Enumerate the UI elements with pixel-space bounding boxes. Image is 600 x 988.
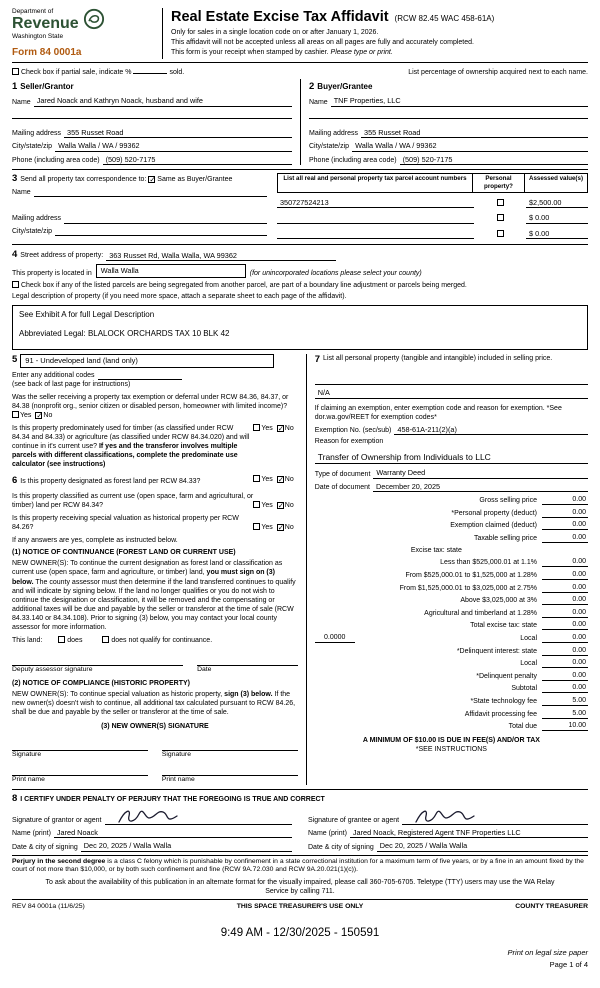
ownership-percentage-note: List percentage of ownership acquired next to each name. [408,68,588,76]
grantor-signature-label: Signature of grantor or agent [12,816,102,824]
dor-logo [12,8,156,42]
excise-tax-state-heading: Excise tax: state [410,546,462,554]
county-treasurer-label: COUNTY TREASURER [515,903,588,911]
personal-property-na-field[interactable]: N/A [315,388,588,398]
personal-property-list-field[interactable] [315,376,588,385]
personal-property-checkbox-3[interactable] [497,230,504,237]
delinquent-interest-local-row: Local 0.00 [520,659,586,668]
personal-property-deduct-row: *Personal property (deduct) 0.00 [451,508,586,517]
type-of-document-field[interactable]: Warranty Deed [373,468,588,478]
land-qualify-row: This land: does does not qualify for continuance. [12,637,213,645]
section-7-number: 7 [314,353,321,365]
header-left [12,8,162,59]
located-in-label: This property is located in [12,269,92,277]
tier-4-value[interactable]: 0.00 [542,595,588,605]
alternate-format-note: To ask about the availability of this publication in an alternate format for the visually impaired, please call 360-705-6705. Teletype (TTY) users may use the WA Relay Service by calling 711. [45,879,555,896]
forest-land-question: 6 Is this property designated as forest land per RCW 84.33? Yes ✓No [12,475,294,487]
exemption-note: If claiming an exemption, enter exemption code and reason for exemption. *See dor.wa.gov/REET for exemption codes* [314,404,562,421]
new-owner-printname-2-field[interactable] [162,767,298,776]
exemption-deferral-question: Was the seller receiving a property tax exemption or deferral under RCW 84.36, 84.37, or 84.38 (nonprofit org., senior citizen or disabled person, homeowner with limited income)? Yes ✓No [12,393,289,420]
buyer-phone-label: Phone (including area code) [309,156,397,164]
partial-sale-percent-field[interactable] [133,66,167,74]
seller-name-field[interactable]: Jared Noack and Kathryn Noack, husband and wife [34,96,292,106]
grantor-signature-block [12,808,292,852]
exemption-claimed-value[interactable]: 0.00 [542,520,588,530]
additional-codes-label: Enter any additional codes [12,371,95,379]
exemption-no-label: Exemption No. (sec/sub) [314,427,392,435]
form-title: Real Estate Excise Tax Affidavit [171,9,389,25]
land-use-code-field[interactable]: 91 - Undeveloped land (land only) [20,354,273,368]
header-right [162,8,588,59]
parcel-table-header [277,173,588,193]
timber-agriculture-question: Is this property predominately used for timber (as classified under RCW 84.34 and 84.33) or agriculture (as classified under RCW 84.34.020) and will continue in it's current use? If yes and the transferor involves multiple parcels with different classifications, complete the predominate use calculator (see instructions) Yes ✓No [12,424,294,469]
seller-mailing-field[interactable]: 355 Russet Road [64,128,292,138]
same-as-buyer-label: Same as Buyer/Grantee [157,176,233,184]
perjury-notice: Perjury in the second degree is a class C felony which is punishable by confinement in a state correctional institution for a maximum term of five years, or by a fine in an amount fixed by the court of not more than $10,000, or by both such confinement and fine (RCW 9A.72.030 and RCW 9A.20.021(1)(c)). [12,855,588,877]
grantee-date-label: Date & city of signing [308,843,374,851]
section-6-number: 6 [12,475,18,487]
notice-continuance-paragraph: NEW OWNER(S): To continue the current designation as forest land or classification as current use (open space, farm and agriculture, or timber) land, you must sign on (3) below. The county assessor must then determine if the land transferred continues to qualify and will indicate by signing below. If the land no longer qualifies or you do not wish to continue the designation or classification, it will be removed and the compensating or additional taxes will be due and payable by the seller or transferor at the time of sale (RCW 84.33.140 or 84.34.108). Prior to signing (3) below, you may contact your local county assessor for more information. [12,560,296,632]
assessed-value-column-header: Assessed value(s) [529,175,583,183]
agricultural-timberland-value[interactable]: 0.00 [542,608,588,618]
property-address-section [12,245,588,303]
form-rcw: (RCW 82.45 WAC 458-61A) [394,14,495,23]
delinquent-interest-state-row: *Delinquent interest: state 0.00 [456,646,586,655]
grantee-date-field[interactable]: Dec 20, 2025 / Walla Walla [377,841,588,851]
exemption-claimed-row: Exemption claimed (deduct) 0.00 [450,521,586,530]
form-footer-row [12,899,588,912]
buyer-name-2-field[interactable] [309,110,588,119]
buyer-grantee-block [300,79,588,165]
s6-currentuse-no-checkbox[interactable]: ✓ [277,500,285,510]
buyer-grantee-title: Buyer/Grantee [317,81,373,91]
seller-grantor-title: Seller/Grantor [20,81,74,91]
buyer-name-field[interactable]: TNF Properties, LLC [331,96,588,106]
subtotal-value[interactable]: 0.00 [542,683,588,693]
this-land-label: This land: [12,637,43,645]
s5-exemption-no-checkbox[interactable]: ✓ [36,410,43,420]
delinquent-interest-local-value[interactable]: 0.00 [542,658,588,668]
s6-forest-no-checkbox[interactable]: ✓ [277,475,285,485]
total-excise-state-value[interactable]: 0.00 [542,620,588,630]
partial-sale-checkbox[interactable] [12,68,19,75]
grantor-date-label: Date & city of signing [12,843,78,851]
street-address-field[interactable]: 363 Russet Rd, Walla Walla, WA 99362 [106,251,336,261]
seller-name-2-field[interactable] [12,110,292,119]
deputy-date-field[interactable] [197,657,298,666]
subtotal-row: Subtotal 0.00 [511,684,586,693]
delinquent-penalty-row: *Delinquent penalty 0.00 [476,671,586,680]
dept-of-label: Department of [12,8,54,15]
delinquent-penalty-value[interactable]: 0.00 [542,671,588,681]
buyer-phone-field[interactable]: (509) 520-7175 [400,155,588,165]
minimum-due-note: A MINIMUM OF $10.00 IS DUE IN FEE(S) AND/OR TAX [362,737,540,745]
s5-timber-yes-checkbox[interactable] [253,424,260,431]
notice-compliance-heading: (2) NOTICE OF COMPLIANCE (HISTORIC PROPERTY) [12,680,190,688]
s6-historic-no-checkbox[interactable]: ✓ [277,523,285,533]
land-does-checkbox[interactable] [58,636,65,643]
seller-city-field[interactable]: Walla Walla / WA / 99362 [55,141,292,151]
correspondence-city-field[interactable] [55,227,267,236]
personal-property-intro: List all personal property (tangible and intangible) included in selling price. [323,354,553,362]
date-of-document-field[interactable]: December 20, 2025 [373,482,588,492]
send-correspondence-label: Send all property tax correspondence to: [20,176,147,184]
land-does-not-checkbox[interactable] [102,636,109,643]
reason-for-exemption-label: Reason for exemption [314,438,384,446]
form-number: Form 84 0001a [12,46,82,58]
grantee-signature-block [308,808,588,852]
seller-phone-field[interactable]: (509) 520-7175 [103,155,292,165]
exemption-no-field[interactable]: 458-61A-211(2)(a) [394,425,588,435]
page-indicator: Page 1 of 4 [549,960,588,970]
section-8-number: 8 [12,793,18,805]
seller-mailing-label: Mailing address [12,129,62,137]
parcel-table [277,173,588,239]
date-of-document-label: Date of document [314,484,371,492]
grantee-signature-field[interactable] [402,816,588,825]
parcel-row [277,198,588,208]
new-owner-printname-1-field[interactable] [12,767,148,776]
state-technology-fee-value[interactable]: 5.00 [542,696,588,706]
total-excise-state-row: Total excise tax: state 0.00 [470,621,586,630]
delinquent-interest-state-value[interactable]: 0.00 [542,646,588,656]
washington-state-label: Washington State [12,33,64,41]
same-as-buyer-checkbox[interactable]: ✓ [149,175,156,185]
s6-historic-yes-checkbox[interactable] [253,523,260,530]
notice-compliance-paragraph: NEW OWNER(S): To continue special valuation as historic property, sign (3) below. If the new owner(s) doesn't wish to continue, all additional tax calculated pursuant to RCW 84.26, shall be due and payable by the seller or transferor at the time of sale. [12,691,296,717]
grantor-date-field[interactable]: Dec 20, 2025 / Walla Walla [81,841,292,851]
total-due-value[interactable]: 10.00 [542,721,588,731]
legal-description-label: Legal description of property (if you need more space, attach a separate sheet to each page of the affidavit). [12,292,347,300]
seller-grantor-block [12,79,300,165]
certify-statement: I CERTIFY UNDER PENALTY OF PERJURY THAT THE FOREGOING IS TRUE AND CORRECT [20,796,325,804]
personal-property-column-header: Personal property? [473,174,525,192]
affidavit-processing-fee-value[interactable]: 5.00 [542,709,588,719]
tier-2-row: From $525,000.01 to $1,525,000 at 1.28% 0.00 [405,570,586,579]
grantor-signature-field[interactable] [105,816,292,825]
current-use-question: Is this property classified as current use (open space, farm and agricultural, or timber) land per RCW 84.34? Yes ✓No [12,492,294,510]
print-instructions [508,948,588,971]
deputy-assessor-signature-field[interactable] [12,657,183,666]
unincorporated-note: (for unincorporated locations please select your county) [249,269,422,277]
partial-sale-label: Check box if partial sale, indicate % [20,68,132,76]
segregation-checkbox[interactable] [12,281,19,288]
if-yes-note: If any answers are yes, complete as instructed below. [12,537,178,545]
type-of-document-label: Type of document [314,470,371,478]
affidavit-processing-fee-row: Affidavit processing fee 5.00 [464,709,586,718]
section-5-number: 5 [12,353,18,365]
correspondence-name-label: Name [12,189,31,197]
legal-description-box[interactable] [12,305,588,350]
deputy-assessor-label: Deputy assessor signature [12,666,93,674]
land-use-column: 5 91 - Undeveloped land (land only) Enter any additional codes (see back of last page for instructions) Was the seller receiving a property tax exemption or deferral under RCW 84.36, 84.37, or 84.38 (nonprofit org., senior citizen or disabled person, homeowner with limited income)? Yes ✓No Is this property predominately used for timber (as classified under RCW 84.34 and 84.33) or agriculture (as classified under RCW 84.34.020) and will continue in it's current use? If yes and the transferor involves multiple parcels with different classifications, complete the predominate use calculator (see instructions) Yes ✓No 6 Is this property designated as forest land per RCW 84.33? Yes ✓No Is this property classified as current use (open space, farm and agricultural, or timber) land per RCW 84.34? Yes ✓No Is this property receiving special valuation as historical property per RCW 84.26? Yes ✓No If any answers are yes, complete as instructed below. (1) NOTICE OF CONTINUANCE (FOREST LAND OR CURRENT USE) NEW OWNER(S): To continue the current designation as forest land or classification as current use (open space, farm and agriculture, or timber) land, you must sign on (3) below. The county assessor must then determine if the land transferred continues to qualify and will indicate by signing below. If the land no longer qualifies or you do not wish to continue the designation or classification, it will be removed and the compensating or additional taxes will be due and payable by the seller or transferor at the time of sale (RCW 84.33.140 or 84.34.108). Prior to signing (3) below, you may contact your local county assessor for more information. This land: does does not qualify for continuance. Deputy assessor signature Date (2) NOTICE OF COMPLIANCE (HISTORIC PROPERTY) NEW OWNER(S): To continue special valuation as historic property, sign (3) below. If the new owner(s) doesn't wish to continue, all additional tax calculated pursuant to RCW 84.26, shall be due and payable by the seller or transferor at the time of sale. (3) NEW OWNER(S) SIGNATURE Signature Signature Print name Print name [12,354,306,785]
assessed-value-field-3[interactable]: $ 0.00 [526,229,588,239]
assessed-value-field-1[interactable]: $2,500.00 [526,198,588,208]
revenue-wordmark: Revenue [12,15,79,33]
seller-name-label: Name [12,98,31,106]
personal-property-deduct-value[interactable]: 0.00 [542,508,588,518]
state-technology-fee-row: *State technology fee 5.00 [470,696,586,705]
historic-property-question: Is this property receiving special valuation as historical property per RCW 84.26? Yes ✓No [12,515,294,533]
tier-1-value[interactable]: 0.00 [542,557,588,567]
header-note-1: Only for sales in a single location code on or after January 1, 2026. [171,28,379,36]
header-note-3: This form is your receipt when stamped by cashier. Please type or print. [171,49,393,57]
partial-sale-row: Check box if partial sale, indicate % sold. List percentage of ownership acquired next to each name. [12,63,588,79]
dor-logo-icon [83,8,105,30]
tier-1-row: Less than $525,000.01 at 1.1% 0.00 [440,558,586,567]
buyer-mailing-label: Mailing address [309,129,359,137]
tier-3-value[interactable]: 0.00 [542,583,588,593]
tier-4-row: Above $3,025,000 at 3% 0.00 [460,596,586,605]
notice-continuance-heading: (1) NOTICE OF CONTINUANCE (FOREST LAND OR CURRENT USE) [12,549,236,557]
grantee-name-field[interactable]: Jared Noack, Registered Agent TNF Properties LLC [350,828,588,838]
parcel-row [277,213,588,223]
treasurer-space-label: THIS SPACE TREASURER'S USE ONLY [236,903,364,911]
buyer-city-field[interactable]: Walla Walla / WA / 99362 [352,141,588,151]
grantor-signature [115,808,185,826]
s5-timber-no-checkbox[interactable]: ✓ [277,424,285,434]
street-address-label: Street address of property: [20,252,104,259]
personal-property-checkbox-1[interactable] [497,199,504,206]
s6-currentuse-yes-checkbox[interactable] [253,501,260,508]
local-rate-field[interactable]: 0.0000 [315,633,355,643]
print-timestamp: 9:49 AM - 12/30/2025 - 150591 [220,927,380,940]
form-header [12,8,588,63]
local-tax-row: 0.0000 Local 0.00 [315,633,588,643]
legal-description-line-1: See Exhibit A for full Legal Description [19,310,155,320]
grantor-name-field[interactable]: Jared Noack [54,828,292,838]
section-3-number: 3 [12,173,18,185]
rev-number: REV 84 0001a (11/6/25) [12,903,85,911]
taxable-selling-price-row: Taxable selling price 0.00 [473,533,586,542]
see-back-note: (see back of last page for instructions) [12,380,131,388]
parties-section [12,79,588,170]
legal-description-line-2: Abbreviated Legal: BLALOCK ORCHARDS TAX 10 BLK 42 [19,329,230,339]
seller-phone-label: Phone (including area code) [12,156,100,164]
buyer-city-label: City/state/zip [309,143,350,151]
correspondence-mailing-label: Mailing address [12,215,62,223]
assessed-value-field-2[interactable]: $ 0.00 [526,213,588,223]
middle-columns [12,354,588,785]
grantee-signature-label: Signature of grantee or agent [308,816,400,824]
see-instructions-note: *SEE INSTRUCTIONS [415,746,487,754]
new-owners-signature-heading: (3) NEW OWNER(S) SIGNATURE [101,723,209,731]
buyer-name-label: Name [309,98,328,106]
personal-property-checkbox-2[interactable] [497,214,504,221]
correspondence-mailing-field[interactable] [64,215,267,224]
tax-correspondence-section [12,170,588,245]
parcel-number-field-3[interactable] [277,230,474,239]
county-select[interactable]: Walla Walla [96,264,246,277]
deputy-date-label: Date [197,666,212,674]
taxable-selling-price-value[interactable]: 0.00 [542,533,588,543]
s6-forest-yes-checkbox[interactable] [253,475,260,482]
buyer-mailing-field[interactable]: 355 Russet Road [361,128,588,138]
tax-computation-column [306,354,588,785]
certification-section [12,789,588,854]
local-tax-value[interactable]: 0.00 [542,633,588,643]
section-1-number: 1 [12,80,18,92]
new-owner-signature-2-field[interactable] [162,742,298,751]
tier-3-row: From $1,525,000.01 to $3,025,000 at 2.75% 0.00 [399,583,586,592]
total-due-row: Total due 10.00 [508,722,586,731]
parcel-number-field-2[interactable] [277,215,474,224]
new-owner-signature-1-field[interactable] [12,742,148,751]
section-2-number: 2 [309,80,315,92]
correspondence-name-field[interactable] [34,188,267,197]
tier-2-value[interactable]: 0.00 [542,570,588,580]
parcel-row [277,229,588,239]
grantor-name-label: Name (print) [12,830,51,838]
seller-city-label: City/state/zip [12,143,53,151]
grantee-signature [412,808,482,826]
segregation-label: Check box if any of the listed parcels are being segregated from another parcel, are part of a boundary line adjustment or parcels being merged. [20,281,467,289]
reason-for-exemption-field[interactable]: Transfer of Ownership from Individuals to LLC [315,452,588,464]
s5-exemption-yes-checkbox[interactable] [12,411,19,418]
correspondence-city-label: City/state/zip [12,227,53,235]
parcel-numbers-column-header: List all real and personal property tax parcel account numbers [278,174,473,192]
additional-codes-field[interactable] [98,371,183,380]
section-4-number: 4 [12,249,18,260]
gross-selling-price-value[interactable]: 0.00 [542,495,588,505]
gross-selling-price-row: Gross selling price 0.00 [479,495,586,504]
agricultural-timberland-row: Agricultural and timberland at 1.28% 0.00 [424,608,586,617]
grantee-name-label: Name (print) [308,830,347,838]
parcel-number-field-1[interactable]: 350727524213 [277,198,474,208]
header-note-2: This affidavit will not be accepted unless all areas on all pages are fully and accurately completed. [171,38,474,46]
correspondence-block [12,173,277,239]
legal-size-note: Print on legal size paper [507,947,588,957]
